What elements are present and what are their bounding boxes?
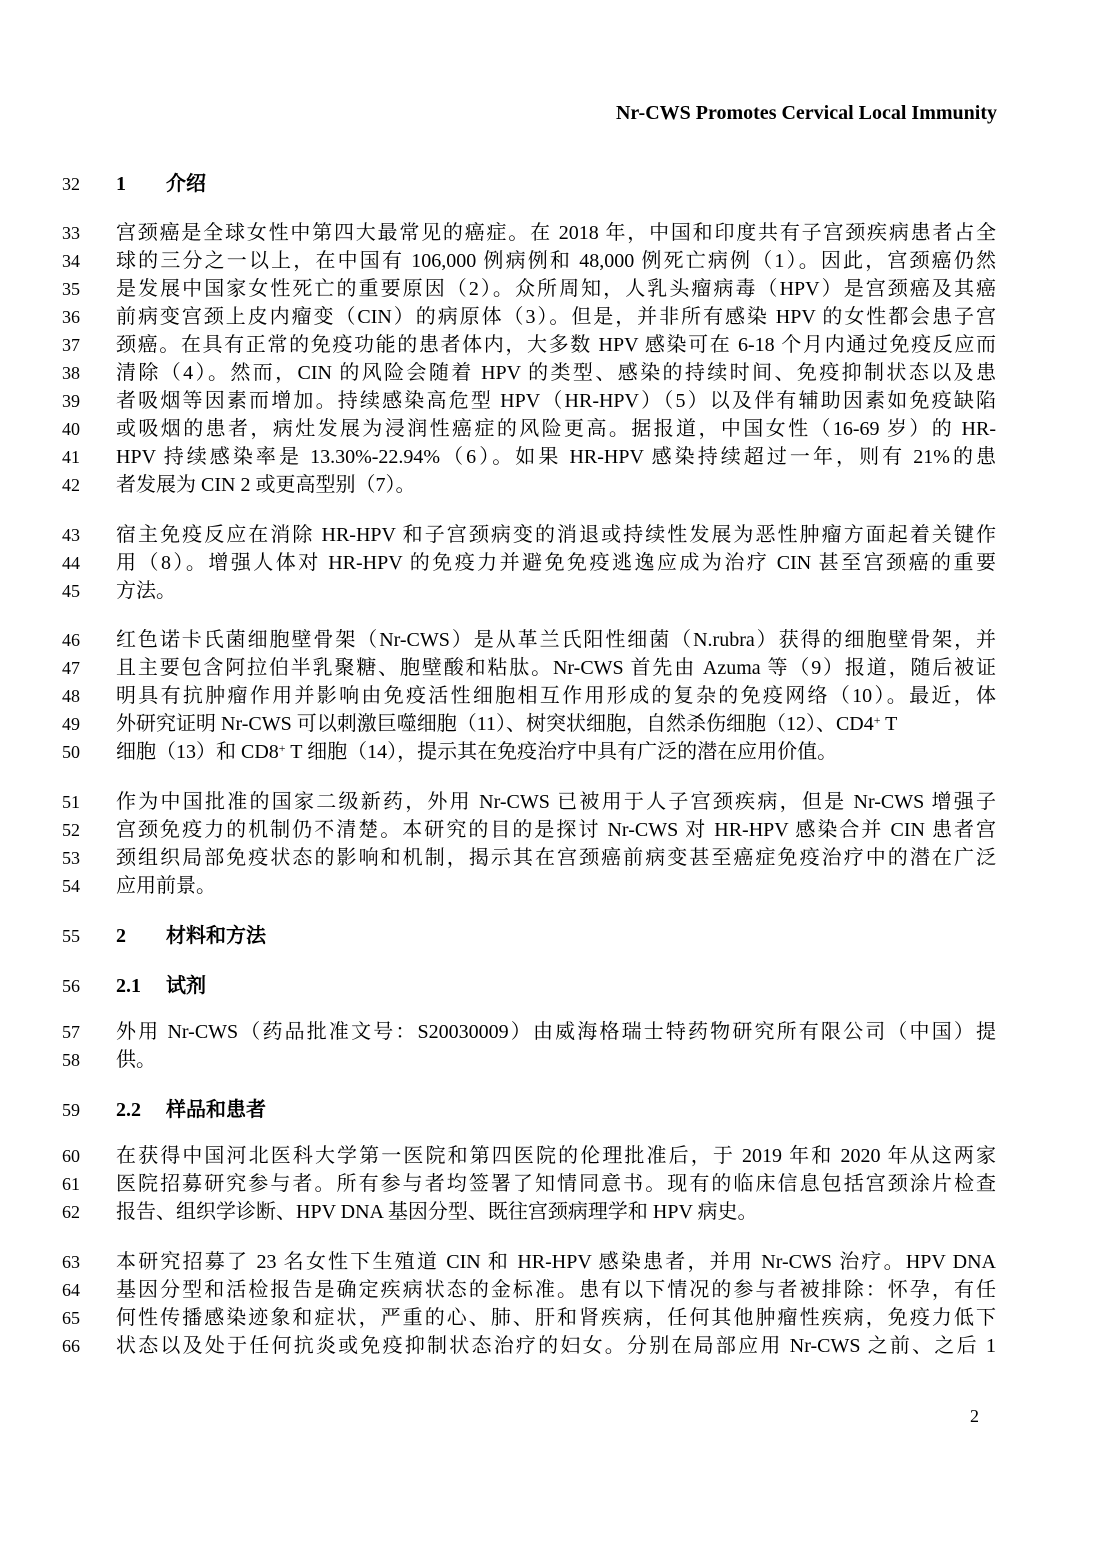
line-text: 供。 (116, 1049, 156, 1071)
section-heading-2-2 (0, 1096, 1102, 1124)
section-title: 样品和患者 (166, 1099, 266, 1121)
line-text: 应用前景。 (116, 875, 216, 897)
line-text (116, 710, 996, 738)
line-number: 64 (62, 1280, 80, 1300)
line-text: 宫颈免疫力的机制仍不清楚。本研究的目的是探讨 Nr-CWS 对 HR-HPV 感染合并 CIN 患者宫 (116, 819, 996, 841)
line-text: 基因分型和活检报告是确定疾病状态的金标准。患有以下情况的参与者被排除：怀孕，有任 (116, 1279, 996, 1301)
text-line (0, 1018, 1102, 1046)
text-line (0, 387, 1102, 415)
section-heading-2 (0, 922, 1102, 950)
text-line (0, 1304, 1102, 1332)
line-number: 55 (62, 926, 80, 946)
line-text: 是发展中国家女性死亡的重要原因（2）。众所周知，人乳头瘤病毒（HPV）是宫颈癌及其癌 (116, 278, 996, 300)
line-number: 41 (62, 447, 80, 467)
text-line (0, 1276, 1102, 1304)
text-line (0, 816, 1102, 844)
section-title: 材料和方法 (166, 925, 266, 947)
line-number: 38 (62, 363, 80, 383)
line-text: 宫颈癌是全球女性中第四大最常见的癌症。在 2018 年，中国和印度共有子宫颈疾病患者占全 (116, 222, 996, 244)
line-number: 35 (62, 279, 80, 299)
line-text (116, 738, 996, 766)
text-line (0, 303, 1102, 331)
line-text: 红色诺卡氏菌细胞壁骨架（Nr-CWS）是从革兰氏阳性细菌（N.rubra）获得的细胞壁骨架，并 (116, 629, 996, 651)
text-line (0, 549, 1102, 577)
line-text: 外用 Nr-CWS（药品批准文号：S20030009）由威海格瑞士特药物研究所有限公司（中国）提 (116, 1021, 996, 1043)
section-number: 1 (116, 173, 126, 195)
line-text: 本研究招募了 23 名女性下生殖道 CIN 和 HR-HPV 感染患者，并用 Nr-CWS 治疗。HPV DNA (116, 1251, 996, 1273)
line-text: 或吸烟的患者，病灶发展为浸润性癌症的风险更高。据报道，中国女性（16-69 岁）的 HR- (116, 418, 996, 440)
text-line (0, 626, 1102, 654)
line-text: 作为中国批准的国家二级新药，外用 Nr-CWS 已被用于人子宫颈疾病，但是 Nr-CWS 增强子 (116, 791, 996, 813)
line-number: 54 (62, 876, 80, 896)
line-text: 宿主免疫反应在消除 HR-HPV 和子宫颈病变的消退或持续性发展为恶性肿瘤方面起着关键作 (116, 524, 996, 546)
line-number: 61 (62, 1174, 80, 1194)
section-number: 2.2 (116, 1099, 141, 1121)
line-text: 者吸烟等因素而增加。持续感染高危型 HPV（HR-HPV）（5）以及伴有辅助因素如免疫缺陷 (116, 390, 996, 412)
text-line (0, 331, 1102, 359)
page-number: 2 (970, 1406, 979, 1426)
line-number: 42 (62, 475, 80, 495)
section-title: 介绍 (166, 173, 206, 195)
line-number: 53 (62, 848, 80, 868)
text-line (0, 1198, 1102, 1226)
text-line (0, 443, 1102, 471)
line-number: 46 (62, 630, 80, 650)
text-line (0, 1332, 1102, 1360)
line-number: 37 (62, 335, 80, 355)
line-number: 40 (62, 419, 80, 439)
superscript: + (278, 741, 286, 755)
text-line (0, 415, 1102, 443)
line-text-tail: T 细胞（14），提示其在免疫治疗中具有广泛的潜在应用价值。 (285, 741, 838, 763)
line-text: 清除（4）。然而，CIN 的风险会随着 HPV 的类型、感染的持续时间、免疫抑制状态以及患 (116, 362, 996, 384)
text-line (0, 521, 1102, 549)
line-number: 58 (62, 1050, 80, 1070)
line-number: 47 (62, 658, 80, 678)
line-text-main: 细胞（13）和 CD8 (116, 741, 279, 763)
line-number: 49 (62, 714, 80, 734)
text-line (0, 1170, 1102, 1198)
section-title: 试剂 (166, 975, 206, 997)
line-number: 51 (62, 792, 80, 812)
text-line (0, 219, 1102, 247)
line-number: 57 (62, 1022, 80, 1042)
line-number: 44 (62, 553, 80, 573)
line-number: 50 (62, 742, 80, 762)
line-text: 颈组织局部免疫状态的影响和机制，揭示其在宫颈癌前病变甚至癌症免疫治疗中的潜在广泛 (116, 847, 996, 869)
line-text: 颈癌。在具有正常的免疫功能的患者体内，大多数 HPV 感染可在 6-18 个月内通过免疫反应而 (116, 334, 996, 356)
line-number: 62 (62, 1202, 80, 1222)
line-text: 明具有抗肿瘤作用并影响由免疫活性细胞相互作用形成的复杂的免疫网络（10）。最近，体 (116, 685, 996, 707)
text-line (0, 1046, 1102, 1074)
line-text-tail: T (880, 713, 898, 735)
line-text: 且主要包含阿拉伯半乳聚糖、胞壁酸和粘肽。Nr-CWS 首先由 Azuma 等（9）报道，随后被证 (116, 657, 996, 679)
text-line (0, 471, 1102, 499)
line-number: 39 (62, 391, 80, 411)
line-number: 52 (62, 820, 80, 840)
text-line (0, 275, 1102, 303)
line-number: 34 (62, 251, 80, 271)
line-text: 用（8）。增强人体对 HR-HPV 的免疫力并避免免疫逃逸应成为治疗 CIN 甚至宫颈癌的重要 (116, 552, 996, 574)
text-line (0, 654, 1102, 682)
line-text: HPV 持续感染率是 13.30%-22.94%（6）。如果 HR-HPV 感染持续超过一年，则有 21%的患 (116, 446, 996, 468)
text-line (0, 788, 1102, 816)
text-line (0, 738, 1102, 766)
line-text-main: 外研究证明 Nr-CWS 可以刺激巨噬细胞（11）、树突状细胞，自然杀伤细胞（12）、CD4 (116, 713, 874, 735)
superscript: + (873, 713, 881, 727)
text-line (0, 359, 1102, 387)
text-line (0, 872, 1102, 900)
line-number: 66 (62, 1336, 80, 1356)
line-number: 63 (62, 1252, 80, 1272)
text-line (0, 682, 1102, 710)
text-line (0, 247, 1102, 275)
line-number: 32 (62, 174, 80, 194)
line-number: 60 (62, 1146, 80, 1166)
section-number: 2 (116, 925, 126, 947)
line-text: 在获得中国河北医科大学第一医院和第四医院的伦理批准后，于 2019 年和 2020 年从这两家 (116, 1145, 996, 1167)
running-head: Nr-CWS Promotes Cervical Local Immunity (615, 102, 997, 124)
line-text: 报告、组织学诊断、HPV DNA 基因分型、既往宫颈病理学和 HPV 病史。 (116, 1201, 758, 1223)
section-heading-2-1 (0, 972, 1102, 1000)
line-text: 医院招募研究参与者。所有参与者均签署了知情同意书。现有的临床信息包括宫颈涂片检查 (116, 1173, 996, 1195)
line-number: 45 (62, 581, 80, 601)
line-text: 何性传播感染迹象和症状，严重的心、肺、肝和肾疾病，任何其他肿瘤性疾病，免疫力低下 (116, 1307, 996, 1329)
line-text: 者发展为 CIN 2 或更高型别（7）。 (116, 474, 416, 496)
line-text: 前病变宫颈上皮内瘤变（CIN）的病原体（3）。但是，并非所有感染 HPV 的女性都会患子宫 (116, 306, 996, 328)
text-line (0, 577, 1102, 605)
line-number: 48 (62, 686, 80, 706)
line-number: 33 (62, 223, 80, 243)
line-number: 59 (62, 1100, 80, 1120)
line-number: 36 (62, 307, 80, 327)
line-number: 43 (62, 525, 80, 545)
line-text: 状态以及处于任何抗炎或免疫抑制状态治疗的妇女。分别在局部应用 Nr-CWS 之前、之后 1 (116, 1335, 996, 1357)
section-heading-1 (0, 170, 1102, 198)
section-number: 2.1 (116, 975, 141, 997)
text-line (0, 1248, 1102, 1276)
text-line (0, 1142, 1102, 1170)
text-line (0, 844, 1102, 872)
line-text: 球的三分之一以上，在中国有 106,000 例病例和 48,000 例死亡病例（1）。因此，宫颈癌仍然 (116, 250, 996, 272)
line-number: 65 (62, 1308, 80, 1328)
text-line (0, 710, 1102, 738)
line-number: 56 (62, 976, 80, 996)
line-text: 方法。 (116, 580, 176, 602)
